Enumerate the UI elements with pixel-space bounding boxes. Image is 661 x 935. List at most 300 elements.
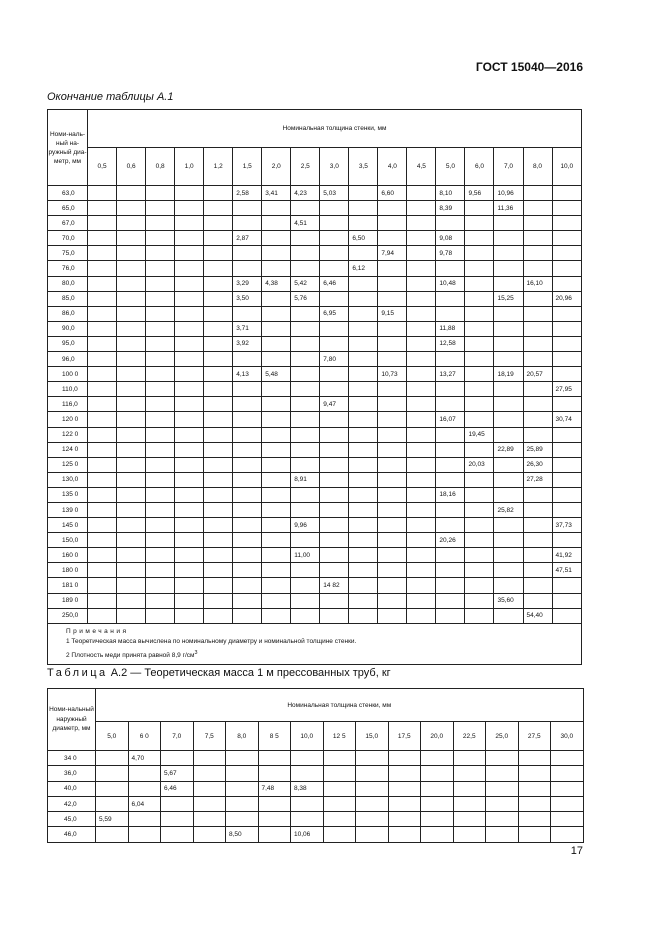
mass-cell bbox=[552, 306, 581, 321]
mass-cell: 54,40 bbox=[523, 608, 552, 623]
table-row bbox=[48, 216, 582, 231]
mass-cell bbox=[421, 812, 454, 827]
mass-cell bbox=[436, 608, 465, 623]
diameter-cell: 181 0 bbox=[48, 578, 88, 593]
mass-cell bbox=[494, 533, 523, 548]
diameter-cell: 34 0 bbox=[48, 751, 96, 766]
mass-cell: 26,30 bbox=[523, 457, 552, 472]
mass-cell bbox=[407, 382, 436, 397]
mass-cell bbox=[175, 382, 204, 397]
mass-cell bbox=[146, 548, 175, 563]
table-row bbox=[48, 382, 582, 397]
mass-cell bbox=[465, 472, 494, 487]
mass-cell bbox=[494, 382, 523, 397]
mass-cell bbox=[291, 306, 320, 321]
mass-cell bbox=[378, 216, 407, 231]
mass-cell bbox=[175, 397, 204, 412]
mass-cell bbox=[378, 201, 407, 216]
mass-cell bbox=[518, 827, 551, 842]
mass-cell bbox=[320, 563, 349, 578]
mass-cell bbox=[117, 397, 146, 412]
mass-cell bbox=[204, 352, 233, 367]
mass-cell bbox=[349, 442, 378, 457]
mass-cell bbox=[96, 766, 129, 781]
mass-cell bbox=[291, 502, 320, 517]
mass-cell: 6,95 bbox=[320, 306, 349, 321]
mass-cell bbox=[96, 827, 129, 842]
mass-cell bbox=[356, 751, 389, 766]
mass-cell bbox=[175, 306, 204, 321]
mass-cell bbox=[262, 231, 291, 246]
mass-cell: 5,67 bbox=[161, 766, 194, 781]
mass-cell bbox=[320, 472, 349, 487]
mass-cell bbox=[349, 518, 378, 533]
mass-cell: 6,60 bbox=[378, 186, 407, 201]
mass-cell bbox=[204, 533, 233, 548]
mass-cell bbox=[262, 427, 291, 442]
mass-cell bbox=[291, 397, 320, 412]
mass-cell bbox=[233, 306, 262, 321]
mass-cell bbox=[494, 412, 523, 427]
mass-cell bbox=[117, 578, 146, 593]
mass-cell bbox=[204, 518, 233, 533]
column-header: 3,5 bbox=[349, 148, 378, 186]
mass-cell bbox=[407, 261, 436, 276]
column-header: 5,0 bbox=[436, 148, 465, 186]
mass-cell bbox=[494, 518, 523, 533]
table-note-row bbox=[48, 623, 582, 665]
mass-cell bbox=[233, 578, 262, 593]
mass-cell bbox=[204, 201, 233, 216]
mass-cell bbox=[175, 533, 204, 548]
mass-cell bbox=[262, 533, 291, 548]
mass-cell bbox=[465, 578, 494, 593]
mass-cell: 25,89 bbox=[523, 442, 552, 457]
mass-cell bbox=[117, 442, 146, 457]
mass-cell bbox=[552, 336, 581, 351]
table-row bbox=[48, 442, 582, 457]
mass-cell bbox=[117, 261, 146, 276]
mass-cell bbox=[175, 518, 204, 533]
mass-cell: 6,04 bbox=[128, 796, 161, 811]
mass-cell bbox=[551, 796, 584, 811]
diameter-cell: 139 0 bbox=[48, 502, 88, 517]
mass-cell bbox=[88, 276, 117, 291]
mass-cell bbox=[320, 502, 349, 517]
mass-cell bbox=[436, 472, 465, 487]
mass-cell bbox=[88, 593, 117, 608]
mass-cell bbox=[436, 382, 465, 397]
mass-cell bbox=[552, 367, 581, 382]
mass-cell bbox=[204, 291, 233, 306]
mass-cell: 47,51 bbox=[552, 563, 581, 578]
mass-cell bbox=[262, 352, 291, 367]
mass-cell bbox=[117, 563, 146, 578]
mass-cell bbox=[88, 186, 117, 201]
mass-cell bbox=[349, 276, 378, 291]
mass-cell bbox=[494, 352, 523, 367]
mass-cell bbox=[552, 276, 581, 291]
mass-cell bbox=[349, 352, 378, 367]
mass-cell bbox=[551, 751, 584, 766]
mass-cell bbox=[233, 563, 262, 578]
diameter-cell: 45,0 bbox=[48, 812, 96, 827]
mass-cell bbox=[88, 367, 117, 382]
mass-cell bbox=[258, 796, 291, 811]
diameter-cell: 100 0 bbox=[48, 367, 88, 382]
mass-cell bbox=[146, 186, 175, 201]
mass-cell: 3,92 bbox=[233, 336, 262, 351]
mass-cell bbox=[226, 766, 259, 781]
mass-cell bbox=[320, 487, 349, 502]
mass-cell: 6,50 bbox=[349, 231, 378, 246]
mass-cell bbox=[523, 352, 552, 367]
note-title: Примечания bbox=[66, 627, 129, 635]
mass-cell bbox=[552, 201, 581, 216]
mass-cell bbox=[320, 367, 349, 382]
mass-cell bbox=[175, 246, 204, 261]
mass-cell bbox=[233, 442, 262, 457]
mass-cell bbox=[465, 321, 494, 336]
mass-cell bbox=[465, 336, 494, 351]
mass-cell bbox=[407, 563, 436, 578]
mass-cell bbox=[388, 812, 421, 827]
mass-cell bbox=[128, 781, 161, 796]
mass-cell bbox=[291, 261, 320, 276]
mass-cell: 20,57 bbox=[523, 367, 552, 382]
mass-cell bbox=[407, 593, 436, 608]
mass-cell bbox=[117, 502, 146, 517]
column-header: 30,0 bbox=[551, 722, 584, 751]
mass-cell bbox=[552, 472, 581, 487]
mass-cell bbox=[453, 812, 486, 827]
mass-cell bbox=[146, 306, 175, 321]
mass-cell bbox=[117, 246, 146, 261]
mass-cell bbox=[436, 427, 465, 442]
mass-cell bbox=[233, 548, 262, 563]
mass-cell bbox=[262, 382, 291, 397]
mass-cell bbox=[523, 216, 552, 231]
mass-cell: 5,59 bbox=[96, 812, 129, 827]
mass-cell bbox=[407, 231, 436, 246]
mass-cell bbox=[378, 442, 407, 457]
diameter-cell: 95,0 bbox=[48, 336, 88, 351]
diameter-cell: 85,0 bbox=[48, 291, 88, 306]
mass-cell bbox=[175, 593, 204, 608]
mass-cell bbox=[175, 352, 204, 367]
column-header: 2,5 bbox=[291, 148, 320, 186]
table-row bbox=[48, 186, 582, 201]
mass-cell bbox=[523, 427, 552, 442]
diameter-cell: 120 0 bbox=[48, 412, 88, 427]
mass-cell bbox=[349, 201, 378, 216]
mass-cell bbox=[117, 472, 146, 487]
mass-cell bbox=[262, 291, 291, 306]
mass-cell bbox=[552, 533, 581, 548]
mass-cell: 30,74 bbox=[552, 412, 581, 427]
mass-cell bbox=[117, 352, 146, 367]
mass-cell bbox=[356, 796, 389, 811]
mass-cell bbox=[494, 608, 523, 623]
mass-cell bbox=[146, 502, 175, 517]
mass-cell bbox=[291, 246, 320, 261]
mass-cell bbox=[378, 352, 407, 367]
mass-cell: 12,58 bbox=[436, 336, 465, 351]
mass-cell: 10,06 bbox=[291, 827, 324, 842]
mass-cell bbox=[193, 766, 226, 781]
mass-cell: 4,23 bbox=[291, 186, 320, 201]
mass-cell bbox=[128, 766, 161, 781]
mass-cell bbox=[226, 781, 259, 796]
mass-cell bbox=[465, 352, 494, 367]
mass-cell bbox=[407, 336, 436, 351]
mass-cell: 6,46 bbox=[320, 276, 349, 291]
column-header-diameter: Номи-нальный наружный диаметр, мм bbox=[48, 689, 96, 751]
mass-cell bbox=[175, 442, 204, 457]
mass-cell bbox=[146, 427, 175, 442]
mass-cell bbox=[465, 608, 494, 623]
mass-cell: 9,78 bbox=[436, 246, 465, 261]
mass-cell bbox=[117, 231, 146, 246]
mass-cell: 15,25 bbox=[494, 291, 523, 306]
mass-cell bbox=[378, 321, 407, 336]
column-header: 0,5 bbox=[88, 148, 117, 186]
mass-cell bbox=[552, 246, 581, 261]
mass-cell bbox=[226, 812, 259, 827]
mass-cell: 9,96 bbox=[291, 518, 320, 533]
mass-cell bbox=[88, 563, 117, 578]
mass-cell: 9,56 bbox=[465, 186, 494, 201]
mass-cell bbox=[349, 533, 378, 548]
mass-cell: 9,47 bbox=[320, 397, 349, 412]
mass-cell: 8,91 bbox=[291, 472, 320, 487]
mass-cell bbox=[465, 412, 494, 427]
table-row bbox=[48, 427, 582, 442]
mass-cell bbox=[96, 751, 129, 766]
mass-cell bbox=[175, 336, 204, 351]
mass-cell bbox=[552, 231, 581, 246]
mass-cell bbox=[323, 751, 356, 766]
mass-cell bbox=[88, 321, 117, 336]
mass-cell bbox=[117, 201, 146, 216]
diameter-cell: 130,0 bbox=[48, 472, 88, 487]
column-group-header: Номинальная толщина стенки, мм bbox=[96, 689, 584, 722]
diameter-cell: 76,0 bbox=[48, 261, 88, 276]
mass-cell bbox=[421, 751, 454, 766]
mass-cell bbox=[88, 502, 117, 517]
column-header: 6 0 bbox=[128, 722, 161, 751]
mass-cell bbox=[204, 367, 233, 382]
mass-cell bbox=[486, 812, 519, 827]
mass-cell bbox=[378, 276, 407, 291]
mass-cell bbox=[407, 412, 436, 427]
mass-cell: 6,46 bbox=[161, 781, 194, 796]
mass-cell bbox=[88, 201, 117, 216]
mass-cell bbox=[88, 608, 117, 623]
column-header: 7,0 bbox=[161, 722, 194, 751]
mass-cell bbox=[523, 306, 552, 321]
mass-cell bbox=[233, 352, 262, 367]
mass-cell bbox=[421, 796, 454, 811]
mass-cell bbox=[233, 457, 262, 472]
mass-cell bbox=[320, 201, 349, 216]
mass-cell bbox=[494, 397, 523, 412]
mass-cell bbox=[204, 563, 233, 578]
table-row bbox=[48, 796, 584, 811]
mass-cell bbox=[204, 457, 233, 472]
mass-cell bbox=[88, 412, 117, 427]
mass-cell bbox=[117, 321, 146, 336]
mass-cell bbox=[436, 518, 465, 533]
mass-cell: 20,96 bbox=[552, 291, 581, 306]
diameter-cell: 90,0 bbox=[48, 321, 88, 336]
mass-cell bbox=[436, 352, 465, 367]
mass-cell bbox=[552, 608, 581, 623]
mass-cell bbox=[552, 578, 581, 593]
mass-cell bbox=[117, 593, 146, 608]
mass-cell bbox=[465, 306, 494, 321]
table-row bbox=[48, 472, 582, 487]
mass-cell bbox=[262, 336, 291, 351]
column-header: 2,0 bbox=[262, 148, 291, 186]
mass-cell bbox=[465, 563, 494, 578]
mass-cell bbox=[349, 382, 378, 397]
mass-cell bbox=[378, 412, 407, 427]
column-header: 8 5 bbox=[258, 722, 291, 751]
mass-cell bbox=[388, 766, 421, 781]
mass-cell bbox=[465, 533, 494, 548]
mass-cell bbox=[320, 533, 349, 548]
diameter-cell: 70,0 bbox=[48, 231, 88, 246]
mass-cell bbox=[378, 548, 407, 563]
mass-cell bbox=[233, 472, 262, 487]
mass-cell bbox=[465, 201, 494, 216]
mass-cell bbox=[117, 608, 146, 623]
mass-cell bbox=[262, 442, 291, 457]
diameter-cell: 135 0 bbox=[48, 487, 88, 502]
mass-cell: 27,95 bbox=[552, 382, 581, 397]
mass-cell bbox=[320, 427, 349, 442]
table-row bbox=[48, 593, 582, 608]
mass-cell bbox=[233, 397, 262, 412]
mass-cell bbox=[262, 261, 291, 276]
mass-cell: 11,88 bbox=[436, 321, 465, 336]
mass-cell bbox=[262, 502, 291, 517]
mass-cell bbox=[523, 291, 552, 306]
mass-cell bbox=[407, 397, 436, 412]
table-row bbox=[48, 548, 582, 563]
mass-cell bbox=[323, 766, 356, 781]
mass-cell bbox=[407, 427, 436, 442]
mass-cell bbox=[323, 812, 356, 827]
mass-cell bbox=[146, 442, 175, 457]
mass-cell bbox=[407, 367, 436, 382]
mass-cell bbox=[146, 352, 175, 367]
diameter-cell: 75,0 bbox=[48, 246, 88, 261]
mass-cell: 3,71 bbox=[233, 321, 262, 336]
table-row bbox=[48, 397, 582, 412]
mass-cell bbox=[407, 502, 436, 517]
mass-cell bbox=[349, 321, 378, 336]
mass-cell bbox=[453, 796, 486, 811]
mass-cell bbox=[349, 563, 378, 578]
mass-cell bbox=[349, 367, 378, 382]
mass-cell bbox=[204, 382, 233, 397]
mass-cell bbox=[117, 306, 146, 321]
table-row bbox=[48, 412, 582, 427]
table-row bbox=[48, 766, 584, 781]
mass-cell bbox=[494, 548, 523, 563]
note-line-2 bbox=[66, 648, 581, 662]
mass-cell bbox=[175, 216, 204, 231]
mass-cell bbox=[204, 502, 233, 517]
note-line-1: 1 Теоретическая масса вычислена по номинальному диаметру и номинальной толщине стенки. bbox=[66, 638, 357, 646]
mass-cell bbox=[291, 427, 320, 442]
mass-cell bbox=[323, 827, 356, 842]
mass-cell: 7,48 bbox=[258, 781, 291, 796]
diameter-cell: 180 0 bbox=[48, 563, 88, 578]
mass-cell bbox=[161, 812, 194, 827]
mass-cell bbox=[523, 502, 552, 517]
mass-cell bbox=[436, 306, 465, 321]
mass-cell bbox=[175, 201, 204, 216]
mass-cell bbox=[349, 578, 378, 593]
mass-cell bbox=[175, 367, 204, 382]
mass-cell bbox=[233, 518, 262, 533]
mass-cell bbox=[117, 367, 146, 382]
mass-cell bbox=[421, 766, 454, 781]
column-header-diameter: Номи-наль-ный на-ружный диа-метр, мм bbox=[48, 110, 88, 186]
diameter-cell: 42,0 bbox=[48, 796, 96, 811]
mass-cell bbox=[88, 472, 117, 487]
mass-cell: 3,29 bbox=[233, 276, 262, 291]
mass-cell bbox=[465, 216, 494, 231]
diameter-cell: 46,0 bbox=[48, 827, 96, 842]
mass-cell bbox=[291, 231, 320, 246]
mass-cell bbox=[320, 246, 349, 261]
mass-cell bbox=[349, 427, 378, 442]
mass-cell bbox=[88, 533, 117, 548]
mass-cell: 4,38 bbox=[262, 276, 291, 291]
mass-cell bbox=[262, 397, 291, 412]
mass-cell bbox=[320, 261, 349, 276]
column-header: 6,0 bbox=[465, 148, 494, 186]
mass-cell: 11,36 bbox=[494, 201, 523, 216]
mass-cell bbox=[204, 186, 233, 201]
mass-cell bbox=[262, 548, 291, 563]
mass-cell bbox=[436, 563, 465, 578]
mass-cell bbox=[96, 781, 129, 796]
column-group-header: Номинальная толщина стенки, мм bbox=[88, 110, 582, 148]
mass-cell bbox=[523, 548, 552, 563]
column-header: 0,8 bbox=[146, 148, 175, 186]
table2-caption bbox=[47, 667, 391, 679]
mass-cell: 18,19 bbox=[494, 367, 523, 382]
mass-cell bbox=[518, 796, 551, 811]
mass-cell bbox=[291, 751, 324, 766]
mass-cell bbox=[486, 751, 519, 766]
column-header: 0,6 bbox=[117, 148, 146, 186]
diameter-cell: 250,0 bbox=[48, 608, 88, 623]
mass-cell bbox=[378, 261, 407, 276]
mass-cell bbox=[88, 382, 117, 397]
mass-cell bbox=[204, 216, 233, 231]
mass-cell bbox=[117, 186, 146, 201]
column-header: 10,0 bbox=[552, 148, 581, 186]
mass-cell bbox=[465, 593, 494, 608]
mass-cell bbox=[96, 796, 129, 811]
mass-cell bbox=[436, 457, 465, 472]
